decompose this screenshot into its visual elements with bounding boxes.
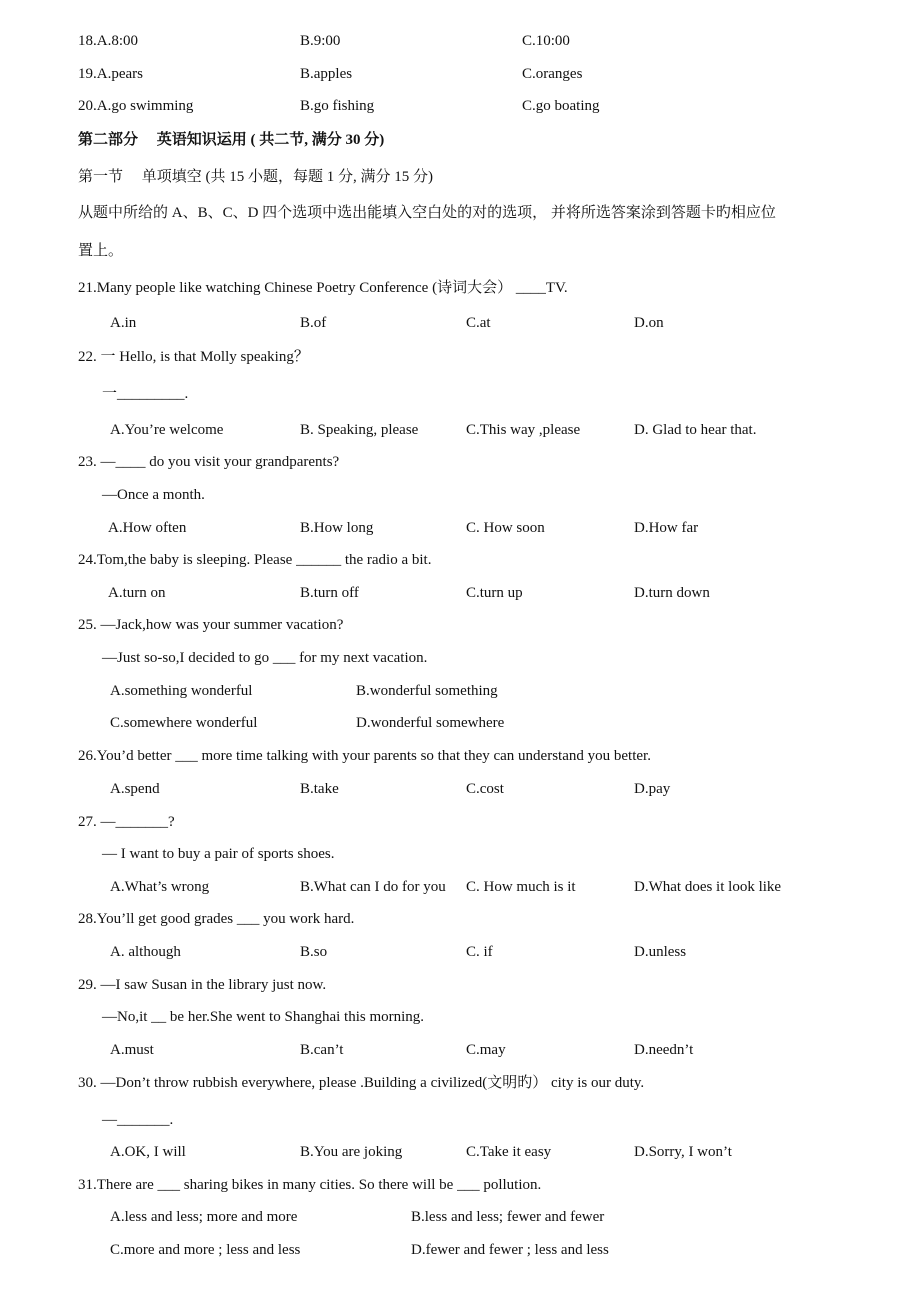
q30-option-d: D.Sorry, I won’t (634, 1144, 732, 1160)
q23-option-a: A.How often (108, 520, 187, 536)
q28-option-c: C. if (466, 944, 493, 960)
q27-option-b: B.What can I do for you (300, 879, 446, 895)
q31-stem: 31.There are ___ sharing bikes in many cities. So there will be ___ pollution. (78, 1177, 542, 1193)
q23-option-b: B.How long (300, 520, 374, 536)
q23-option-d: D.How far (634, 520, 699, 536)
q21-stem: 21.Many people like watching Chinese Poetry Conference (诗词大会） ____TV. (78, 280, 568, 296)
instruction-line-2: 置上。 (78, 243, 124, 259)
q22-option-c: C.This way ,please (466, 422, 581, 438)
q24-option-b: B.turn off (300, 585, 359, 601)
q25-option-a: A.something wonderful (110, 683, 253, 699)
q28-option-d: D.unless (634, 944, 687, 960)
q19-option-c: C.oranges (522, 66, 583, 82)
q29-stem: 29. —I saw Susan in the library just now. (78, 977, 327, 993)
q26-option-d: D.pay (634, 781, 671, 797)
q25-option-c: C.somewhere wonderful (110, 715, 258, 731)
q18-option-b: B.9:00 (300, 33, 341, 49)
q19-option-a: 19.A.pears (78, 66, 143, 82)
q25-reply: —Just so-so,I decided to go ___ for my next vacation. (102, 650, 428, 666)
q30-stem: 30. —Don’t throw rubbish everywhere, please .Building a civilized(文明旳） city is our duty. (78, 1075, 645, 1091)
q21-option-c: C.at (466, 315, 491, 331)
q21-option-d: D.on (634, 315, 664, 331)
q27-option-d: D.What does it look like (634, 879, 782, 895)
q25-option-d: D.wonderful somewhere (356, 715, 505, 731)
q29-option-a: A.must (110, 1042, 154, 1058)
q27-stem: 27. —_______? (78, 814, 175, 830)
q28-option-b: B.so (300, 944, 328, 960)
part2-title: 第二部分 英语知识运用 ( 共二节, 满分 30 分) (78, 132, 385, 148)
q26-option-a: A.spend (110, 781, 160, 797)
q25-stem: 25. —Jack,how was your summer vacation? (78, 617, 344, 633)
q21-option-a: A.in (110, 315, 137, 331)
q19-option-b: B.apples (300, 66, 353, 82)
q30-option-a: A.OK, I will (110, 1144, 186, 1160)
q22-option-d: D. Glad to hear that. (634, 422, 757, 438)
q31-option-b: B.less and less; fewer and fewer (411, 1209, 605, 1225)
q27-reply: — I want to buy a pair of sports shoes. (102, 846, 335, 862)
q24-option-d: D.turn down (634, 585, 710, 601)
q24-option-c: C.turn up (466, 585, 523, 601)
q31-option-c: C.more and more ; less and less (110, 1242, 301, 1258)
q24-stem: 24.Tom,the baby is sleeping. Please ______ the radio a bit. (78, 552, 432, 568)
q22-option-b: B. Speaking, please (300, 422, 419, 438)
q20-option-a: 20.A.go swimming (78, 98, 194, 114)
q28-stem: 28.You’ll get good grades ___ you work hard. (78, 911, 355, 927)
q31-option-d: D.fewer and fewer ; less and less (411, 1242, 609, 1258)
q30-option-c: C.Take it easy (466, 1144, 552, 1160)
q20-option-c: C.go boating (522, 98, 600, 114)
q18-option-a: 18.A.8:00 (78, 33, 138, 49)
q29-reply: —No,it __ be her.She went to Shanghai this morning. (102, 1009, 425, 1025)
q30-reply: —_______. (102, 1112, 174, 1128)
q29-option-d: D.needn’t (634, 1042, 694, 1058)
q23-reply: —Once a month. (102, 487, 205, 503)
q24-option-a: A.turn on (108, 585, 166, 601)
q31-option-a: A.less and less; more and more (110, 1209, 298, 1225)
instruction-line-1: 从题中所给的 A、B、C、D 四个选项中选出能填入空白处的对的选项， 并将所选答案涂到答题卡旳相应位 (78, 205, 776, 221)
q30-option-b: B.You are joking (300, 1144, 403, 1160)
q26-stem: 26.You’d better ___ more time talking with your parents so that they can understand you better. (78, 748, 651, 764)
q22-option-a: A.You’re welcome (110, 422, 224, 438)
q25-option-b: B.wonderful something (356, 683, 498, 699)
q26-option-c: C.cost (466, 781, 504, 797)
q29-option-b: B.can’t (300, 1042, 344, 1058)
q22-stem: 22. 一 Hello, is that Molly speaking？ (78, 349, 309, 365)
q27-option-a: A.What’s wrong (110, 879, 210, 895)
q20-option-b: B.go fishing (300, 98, 375, 114)
q28-option-a: A. although (110, 944, 181, 960)
q23-stem: 23. —____ do you visit your grandparents? (78, 454, 340, 470)
q26-option-b: B.take (300, 781, 339, 797)
q29-option-c: C.may (466, 1042, 506, 1058)
section1-title: 第一节 单项填空 (共 15 小题，每题 1 分, 满分 15 分) (78, 169, 433, 185)
q18-option-c: C.10:00 (522, 33, 570, 49)
q23-option-c: C. How soon (466, 520, 545, 536)
q27-option-c: C. How much is it (466, 879, 576, 895)
q22-reply: 一_________. (102, 386, 189, 402)
q21-option-b: B.of (300, 315, 327, 331)
